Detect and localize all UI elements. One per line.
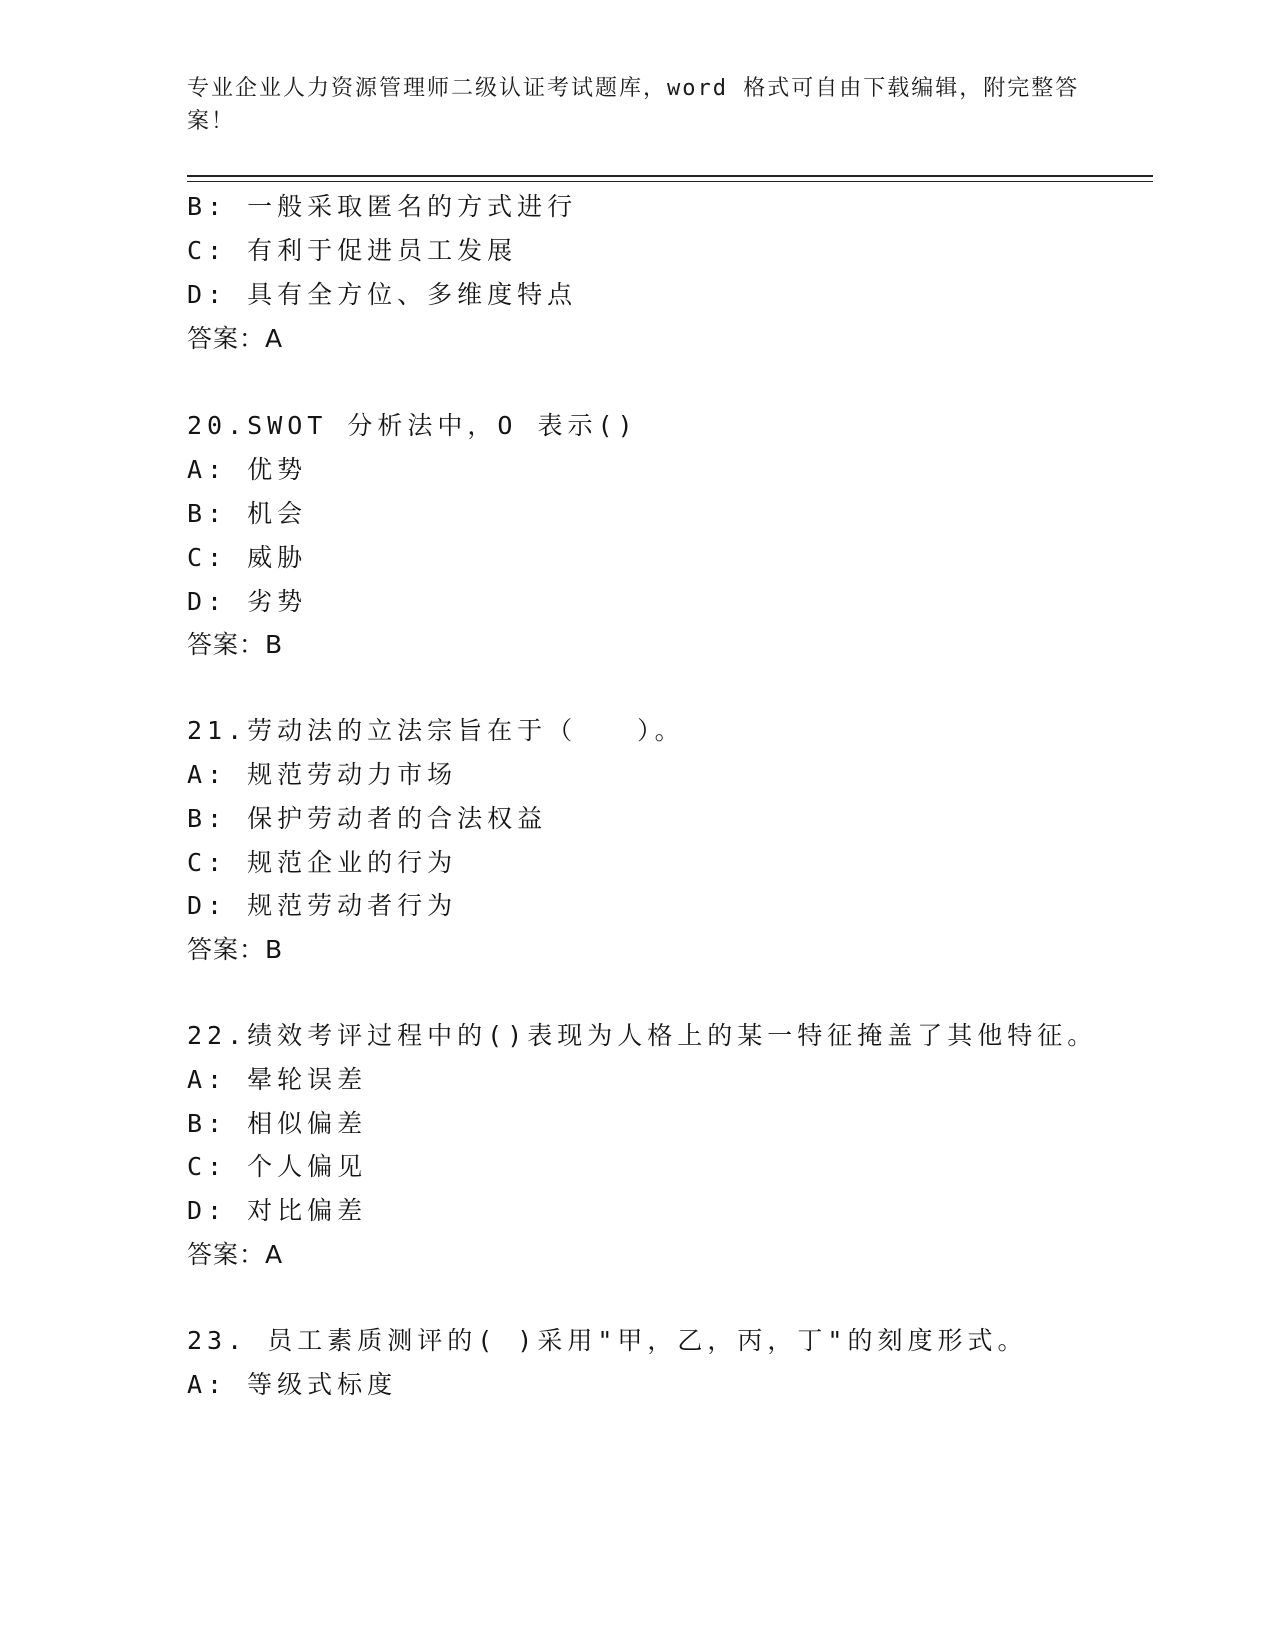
answer-label: 答案：B — [187, 935, 284, 964]
option-c: C: 个人偏见 — [187, 1152, 368, 1181]
option-c: C: 有利于促进员工发展 — [187, 236, 518, 265]
option-b: B: 机会 — [187, 499, 308, 528]
option-a: A: 晕轮误差 — [187, 1065, 368, 1094]
option-b: B: 保护劳动者的合法权益 — [187, 804, 548, 833]
question-stem: 23. 员工素质测评的( )采用"甲，乙，丙，丁"的刻度形式。 — [187, 1326, 1028, 1355]
document-header: 专业企业人力资源管理师二级认证考试题库，word 格式可自由下载编辑，附完整答案！ — [187, 76, 1080, 134]
header-rule-thin — [187, 181, 1153, 182]
option-c: C: 威胁 — [187, 543, 308, 572]
option-d: D: 劣势 — [187, 587, 308, 616]
option-a: A: 等级式标度 — [187, 1370, 398, 1399]
question-stem: 22.绩效考评过程中的()表现为人格上的某一特征掩盖了其他特征。 — [187, 1021, 1098, 1050]
option-a: A: 规范劳动力市场 — [187, 760, 458, 789]
header-rule-thick — [187, 175, 1153, 177]
option-d: D: 具有全方位、多维度特点 — [187, 280, 578, 309]
option-d: D: 规范劳动者行为 — [187, 891, 458, 920]
option-b: B: 一般采取匿名的方式进行 — [187, 192, 578, 221]
question-stem: 21.劳动法的立法宗旨在于（ ）。 — [187, 716, 685, 745]
answer-label: 答案：B — [187, 630, 284, 659]
option-c: C: 规范企业的行为 — [187, 848, 458, 877]
question-stem: 20.SWOT 分析法中，O 表示() — [187, 411, 638, 440]
option-a: A: 优势 — [187, 455, 308, 484]
answer-label: 答案：A — [187, 1240, 284, 1269]
option-b: B: 相似偏差 — [187, 1109, 368, 1138]
answer-label: 答案：A — [187, 324, 284, 353]
option-d: D: 对比偏差 — [187, 1196, 368, 1225]
